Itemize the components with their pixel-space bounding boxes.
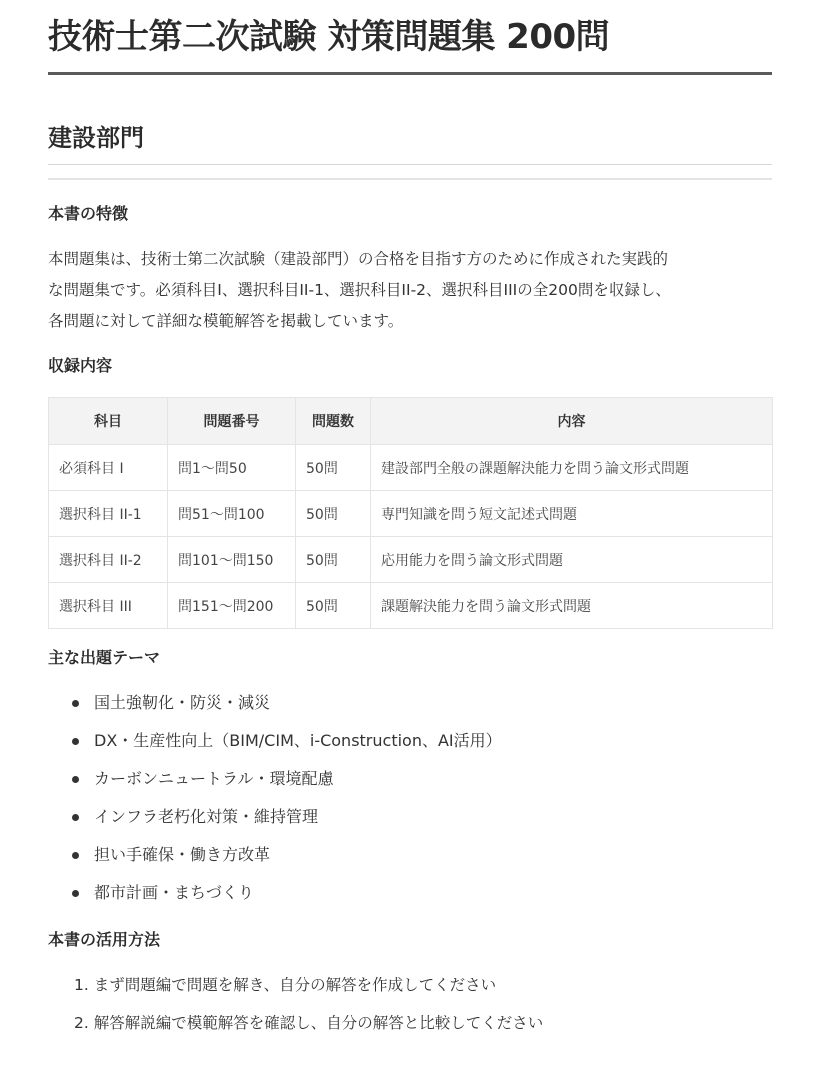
list-item: 1. まず問題編で問題を解き、自分の解答を作成してください xyxy=(74,976,497,994)
theme-text: 国土強靭化・防災・減災 xyxy=(94,693,271,712)
themes-list xyxy=(48,688,502,916)
cell-content: 建設部門全般の課題解決能力を問う論文形式問題 xyxy=(371,445,773,491)
list-item: 2. 解答解説編で模範解答を確認し、自分の解答と比較してください xyxy=(74,1014,544,1032)
contents-heading: 収録内容 xyxy=(48,356,113,375)
list-item xyxy=(48,840,502,878)
features-heading: 本書の特徴 xyxy=(48,204,129,223)
theme-text: 担い手確保・働き方改革 xyxy=(94,845,271,864)
bullet-icon xyxy=(72,738,79,745)
theme-text: DX・生産性向上（BIM/CIM、i-Construction、AI活用） xyxy=(94,731,502,750)
section-divider-top xyxy=(48,164,772,165)
cell-question-count: 50問 xyxy=(296,445,371,491)
cell-subject: 選択科目 II-2 xyxy=(49,537,168,583)
cell-content: 専門知識を問う短文記述式問題 xyxy=(371,491,773,537)
cell-question-count: 50問 xyxy=(296,491,371,537)
theme-text: カーボンニュートラル・環境配慮 xyxy=(94,769,334,788)
list-item xyxy=(48,688,502,726)
cell-question-numbers: 問1〜問50 xyxy=(168,445,296,491)
column-header-question-numbers: 問題番号 xyxy=(168,398,296,445)
usage-list xyxy=(48,970,543,1046)
table-row xyxy=(49,491,773,537)
bullet-icon xyxy=(72,814,79,821)
column-header-content: 内容 xyxy=(371,398,773,445)
cell-question-numbers: 問151〜問200 xyxy=(168,583,296,629)
features-line: 各問題に対して詳細な模範解答を掲載しています。 xyxy=(48,312,404,330)
features-paragraph xyxy=(48,244,772,337)
theme-text: インフラ老朽化対策・維持管理 xyxy=(94,807,319,826)
table-header-row xyxy=(49,398,773,445)
cell-subject: 必須科目 I xyxy=(49,445,168,491)
section-title: 建設部門 xyxy=(48,124,144,152)
table-row xyxy=(49,583,773,629)
bullet-icon xyxy=(72,890,79,897)
theme-text: 都市計画・まちづくり xyxy=(94,883,254,902)
cell-question-numbers: 問101〜問150 xyxy=(168,537,296,583)
cell-subject: 選択科目 III xyxy=(49,583,168,629)
features-line: な問題集です。必須科目I、選択科目II-1、選択科目II-2、選択科目IIIの全200問を収録し、 xyxy=(48,281,671,299)
cell-content: 課題解決能力を問う論文形式問題 xyxy=(371,583,773,629)
bullet-icon xyxy=(72,852,79,859)
title-divider xyxy=(48,72,772,75)
usage-heading: 本書の活用方法 xyxy=(48,930,161,949)
table-row xyxy=(49,537,773,583)
cell-content: 応用能力を問う論文形式問題 xyxy=(371,537,773,583)
page-title: 技術士第二次試験 対策問題集 200問 xyxy=(48,17,610,57)
section-divider-bottom xyxy=(48,178,772,180)
list-item xyxy=(48,726,502,764)
contents-table xyxy=(48,397,773,629)
table-row xyxy=(49,445,773,491)
column-header-subject: 科目 xyxy=(49,398,168,445)
cell-question-numbers: 問51〜問100 xyxy=(168,491,296,537)
bullet-icon xyxy=(72,700,79,707)
list-item xyxy=(48,764,502,802)
cell-question-count: 50問 xyxy=(296,537,371,583)
cell-question-count: 50問 xyxy=(296,583,371,629)
themes-heading: 主な出題テーマ xyxy=(48,648,161,667)
cell-subject: 選択科目 II-1 xyxy=(49,491,168,537)
features-line: 本問題集は、技術士第二次試験（建設部門）の合格を目指す方のために作成された実践的 xyxy=(48,250,669,268)
list-item xyxy=(48,878,502,916)
bullet-icon xyxy=(72,776,79,783)
list-item xyxy=(48,802,502,840)
column-header-question-count: 問題数 xyxy=(296,398,371,445)
